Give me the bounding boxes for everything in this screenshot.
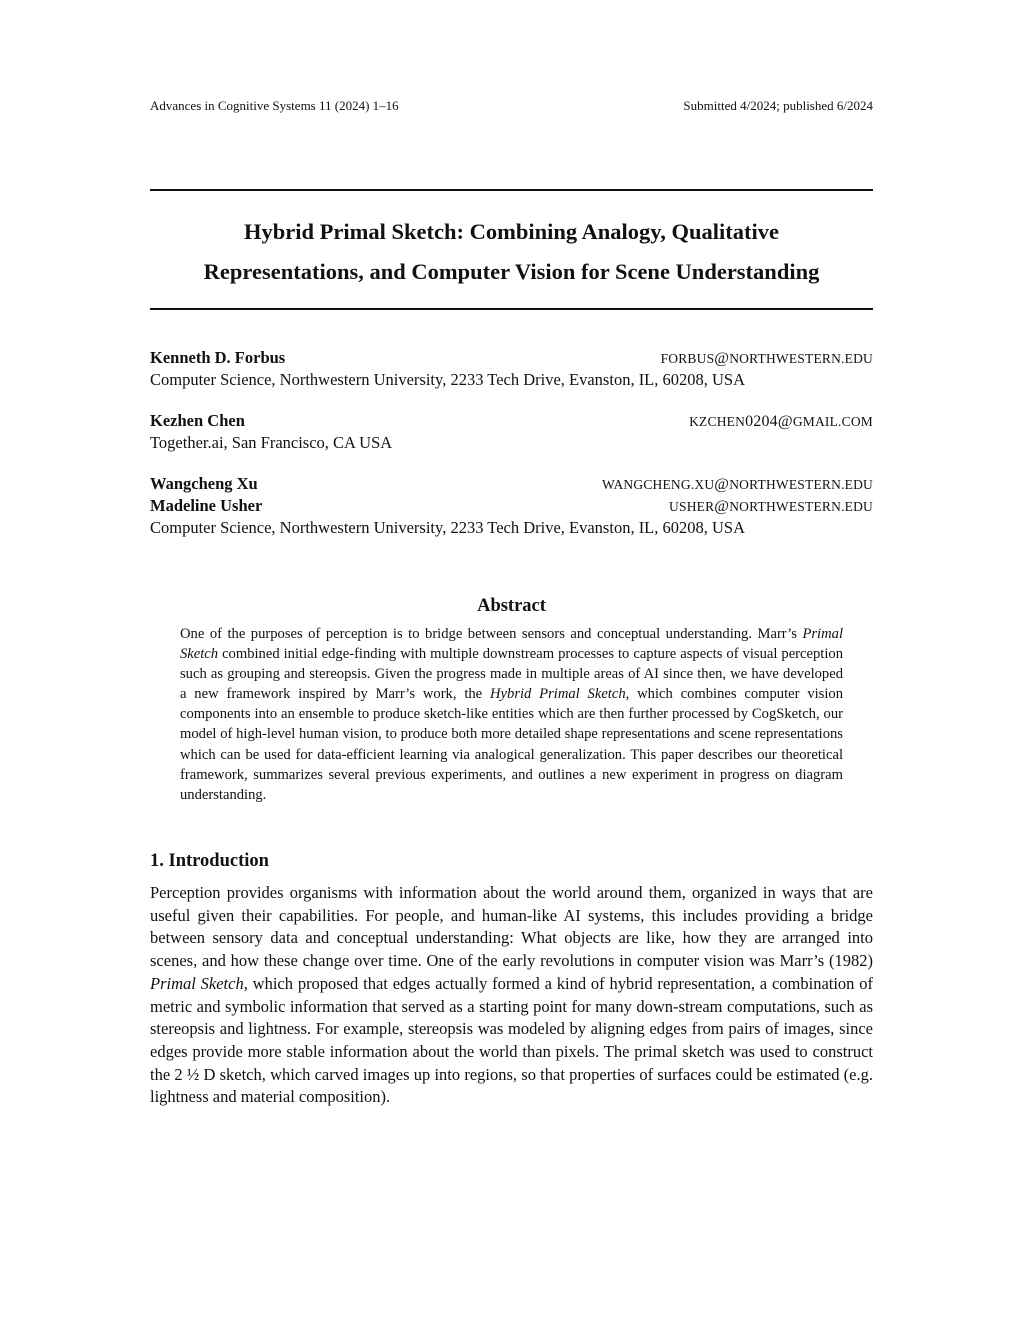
author-block-xu-usher	[150, 473, 873, 538]
title-bottom-rule	[150, 308, 873, 310]
author-email: KZCHEN0204@GMAIL.COM	[689, 413, 873, 430]
title-top-rule	[150, 189, 873, 191]
introduction-paragraph: Perception provides organisms with information about the world around them, organized in ways that are useful given their capabilities. For people, and human-like AI systems, this includes providing a bridge between sensory data and conceptual understanding: What objects are like, how they are arranged into scenes, and how these change over time. One of the early revolutions in computer vision was Marr’s (1982) Primal Sketch, which proposed that edges actually formed a kind of hybrid representation, a combination of metric and symbolic information that served as a starting point for many down-stream computations, such as stereopsis and lightness. For example, stereopsis was modeled by aligning edges from pairs of images, since edges provide more stable information about the world than pixels. The primal sketch was used to construct the 2 ½ D sketch, which carved images up into regions, so that properties of surfaces could be estimated (e.g. lightness and material composition).	[150, 883, 874, 1107]
running-head	[150, 98, 873, 114]
author-affiliation: Together.ai, San Francisco, CA USA	[150, 433, 393, 452]
title-line-2: Representations, and Computer Vision for Scene Understanding	[203, 259, 820, 284]
author-name: Kezhen Chen	[150, 411, 245, 430]
title-line-1: Hybrid Primal Sketch: Combining Analogy, Qualitative	[243, 219, 780, 244]
paper-title	[150, 212, 873, 292]
author-block-chen	[150, 410, 873, 453]
journal-citation: Advances in Cognitive Systems 11 (2024) 1–16	[150, 98, 399, 113]
author-email: USHER@NORTHWESTERN.EDU	[669, 498, 873, 515]
submission-dates: Submitted 4/2024; published 6/2024	[683, 98, 873, 113]
abstract-text: One of the purposes of perception is to bridge between sensors and conceptual understanding. Marr’s Primal Sketch combined initial edge-finding with multiple downstream processes to capture aspects of visual perception such as grouping and stereopsis. Given the progress made in multiple areas of AI since then, we have developed a new framework inspired by Marr’s work, the Hybrid Primal Sketch, which combines computer vision components into an ensemble to produce sketch-like entities which are then further processed by CogSketch, our model of high-level human vision, to produce both more detailed shape representations and scene representations which can be used for data-efficient learning via analogical generalization. This paper describes our theoretical framework, summarizes several previous experiments, and outlines a new experiment in progress on diagram understanding.	[180, 626, 844, 803]
author-email: WANGCHENG.XU@NORTHWESTERN.EDU	[602, 476, 873, 493]
author-name: Wangcheng Xu	[150, 474, 258, 493]
author-name: Madeline Usher	[150, 496, 263, 515]
author-email: FORBUS@NORTHWESTERN.EDU	[660, 350, 873, 367]
author-block-forbus	[150, 347, 873, 390]
abstract-heading: Abstract	[477, 596, 546, 616]
section-heading-introduction: 1. Introduction	[150, 851, 269, 871]
author-affiliation: Computer Science, Northwestern University, 2233 Tech Drive, Evanston, IL, 60208, USA	[150, 370, 746, 389]
author-name: Kenneth D. Forbus	[150, 348, 286, 367]
author-affiliation: Computer Science, Northwestern University, 2233 Tech Drive, Evanston, IL, 60208, USA	[150, 518, 746, 537]
